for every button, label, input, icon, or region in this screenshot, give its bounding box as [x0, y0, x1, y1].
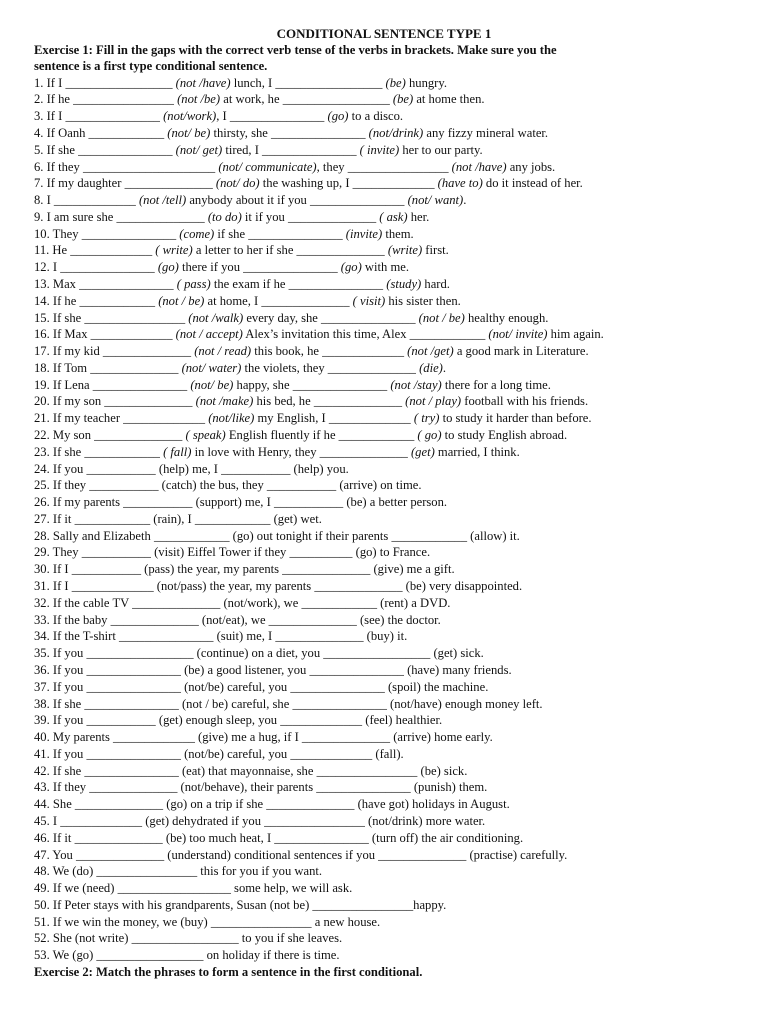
exercise-item: 52. She (not write) _________________ to you if she leaves.	[34, 931, 343, 946]
exercise-item: 46. If it ______________ (be) too much heat, I _______________ (turn off) the air conditioning.	[34, 830, 524, 845]
page-title: CONDITIONAL SENTENCE TYPE 1	[276, 26, 492, 41]
exercise-item: 16. If Max _____________ (not / accept) Alex’s invitation this time, Alex ____________ (not/ invite) him again.	[34, 327, 604, 342]
exercise-item: 2. If he ________________ (not /be) at work, he _________________ (be) at home then.	[34, 92, 485, 107]
exercise-item: 11. He _____________ ( write) a letter to her if she ______________ (write) first.	[34, 243, 449, 258]
exercise-item: 6. If they _____________________ (not/ communicate), they ________________ (not /have) any jobs.	[34, 159, 556, 174]
exercise-item: 15. If she ________________ (not /walk) every day, she _______________ (not / be) healthy enough.	[34, 310, 549, 325]
exercise-item: 22. My son ______________ ( speak) English fluently if he ____________ ( go) to study English abroad.	[34, 428, 568, 442]
exercise-item: 19. If Lena _______________ (not/ be) happy, she _______________ (not /stay) there for a long time.	[34, 377, 551, 392]
exercise-item: 8. I _____________ (not /tell) anybody about it if you _______________ (not/ want).	[34, 193, 467, 208]
exercise-item: 4. If Oanh ____________ (not/ be) thirsty, she _______________ (not/drink) any fizzy mineral water.	[34, 125, 549, 140]
exercise-item: 35. If you _________________ (continue) on a diet, you _________________ (get) sick.	[34, 646, 484, 661]
exercise-item: 51. If we win the money, we (buy) ________________ a new house.	[34, 914, 381, 929]
exercise-item: 23. If she ____________ ( fall) in love with Henry, they ______________ (get) married, I think.	[34, 444, 520, 459]
exercise-item: 39. If you ___________ (get) enough sleep, you _____________ (feel) healthier.	[34, 713, 443, 728]
exercise-item: 27. If it ____________ (rain), I ____________ (get) wet.	[34, 511, 322, 526]
exercise-item: 25. If they ___________ (catch) the bus, they ___________ (arrive) on time.	[34, 478, 422, 493]
exercise-item: 3. If I _______________ (not/work), I _______________ (go) to a disco.	[34, 109, 404, 124]
exercise-item: 49. If we (need) __________________ some help, we will ask.	[34, 881, 353, 896]
exercise-item: 32. If the cable TV ______________ (not/work), we ____________ (rent) a DVD.	[34, 595, 451, 610]
exercise-item: 40. My parents _____________ (give) me a hug, if I ______________ (arrive) home early.	[34, 730, 493, 745]
exercise-item: 41. If you _______________ (not/be) careful, you _____________ (fall).	[34, 746, 404, 761]
exercise-item: 34. If the T-shirt _______________ (suit) me, I ______________ (buy) it.	[34, 629, 408, 644]
exercise-item: 5. If she _______________ (not/ get) tired, I _______________ ( invite) her to our party.	[34, 142, 483, 157]
exercise-item: 28. Sally and Elizabeth ____________ (go) out tonight if their parents ____________ (allow) it.	[34, 528, 520, 543]
exercise-item: 33. If the baby ______________ (not/eat), we ______________ (see) the doctor.	[34, 612, 441, 627]
exercise-item: 20. If my son ______________ (not /make) his bed, he ______________ (not / play) football with his friends.	[34, 394, 589, 409]
exercise-item: 37. If you _______________ (not/be) careful, you _______________ (spoil) the machine.	[34, 679, 489, 694]
exercise-item: 53. We (go) _________________ on holiday if there is time.	[34, 948, 340, 963]
exercise-item: 9. I am sure she ______________ (to do) it if you ______________ ( ask) her.	[34, 209, 430, 224]
exercise-item: 45. I _____________ (get) dehydrated if you ________________ (not/drink) more water.	[34, 813, 486, 828]
exercise-item: 1. If I _________________ (not /have) lunch, I _________________ (be) hungry.	[34, 75, 447, 90]
exercise-item: 38. If she _______________ (not / be) careful, she _______________ (not/have) enough money left.	[34, 696, 543, 711]
exercise-item: 48. We (do) ________________ this for you if you want.	[34, 864, 323, 879]
exercise-item: 10. They _______________ (come) if she _______________ (invite) them.	[34, 226, 414, 241]
exercise-item: 29. They ___________ (visit) Eiffel Tower if they __________ (go) to France.	[34, 545, 431, 560]
exercise1-line1: Exercise 1: Fill in the gaps with the correct verb tense of the verbs in brackets. Make sure you the	[34, 43, 557, 57]
exercise-item: 13. Max _______________ ( pass) the exam if he _______________ (study) hard.	[34, 276, 450, 291]
exercise-item: 42. If she _______________ (eat) that mayonnaise, she ________________ (be) sick.	[34, 763, 468, 778]
exercise-item: 21. If my teacher _____________ (not/like) my English, I _____________ ( try) to study it harder than before.	[34, 411, 592, 426]
exercise-item: 31. If I _____________ (not/pass) the year, my parents ______________ (be) very disappointed.	[34, 579, 523, 594]
exercise-item: 30. If I ___________ (pass) the year, my parents ______________ (give) me a gift.	[34, 562, 455, 577]
exercise1-line2: sentence is a first type conditional sentence.	[34, 59, 268, 74]
exercise-item: 50. If Peter stays with his grandparents, Susan (not be) ________________happy.	[34, 897, 447, 912]
exercise-item: 36. If you _______________ (be) a good listener, you _______________ (have) many friends.	[34, 662, 512, 677]
exercise-item: 12. I _______________ (go) there if you _______________ (go) with me.	[34, 260, 409, 275]
exercise-item: 44. She ______________ (go) on a trip if she ______________ (have got) holidays in August.	[34, 797, 510, 812]
exercise-item: 17. If my kid ______________ (not / read) this book, he _____________ (not /get) a good mark in Literature.	[34, 344, 589, 359]
exercise-item: 18. If Tom ______________ (not/ water) the violets, they ______________ (die).	[34, 360, 447, 375]
exercise2-heading: Exercise 2: Match the phrases to form a sentence in the first conditional.	[34, 965, 423, 979]
exercise-item: 7. If my daughter ______________ (not/ do) the washing up, I _____________ (have to) do it instead of her.	[34, 176, 583, 191]
exercise-item: 14. If he ____________ (not / be) at home, I ______________ ( visit) his sister then.	[34, 293, 461, 308]
exercise1-instructions	[34, 42, 734, 75]
exercise1-items	[34, 75, 734, 964]
exercise-item: 24. If you ___________ (help) me, I ___________ (help) you.	[34, 461, 349, 476]
exercise-item: 26. If my parents ___________ (support) me, I ___________ (be) a better person.	[34, 495, 448, 510]
exercise-item: 43. If they ______________ (not/behave), their parents _______________ (punish) them.	[34, 780, 488, 795]
exercise-item: 47. You ______________ (understand) conditional sentences if you ______________ (practise) carefully.	[34, 847, 568, 862]
